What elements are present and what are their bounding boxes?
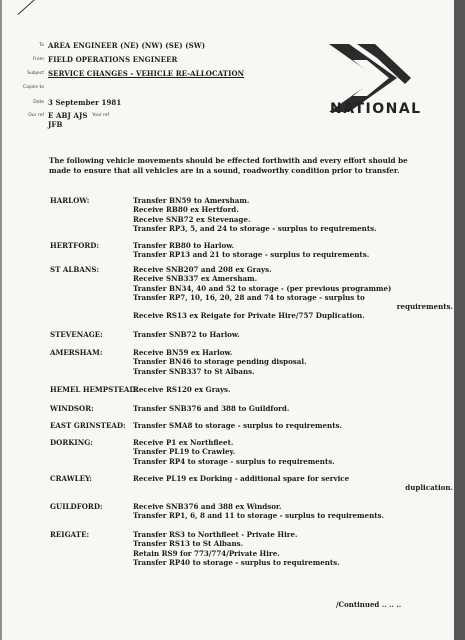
movement-line: Transfer BN34, 40 and 52 to storage - (per previous programme) [133,283,392,293]
your-ref-label: Your ref [92,113,110,118]
our-ref-initials: JFB [48,120,63,129]
movement-lines [133,348,433,376]
subject-label: Subject [27,71,44,76]
movement-lines [133,196,433,233]
movement-line: Receive PL19 ex Dorking - additional spare for service [133,474,350,483]
movement-line: Receive SNB207 and 208 ex Grays. [133,265,272,274]
movement-line: Transfer RP4 to storage - surplus to requirements. [133,456,335,466]
movement-line: Receive SNB376 and 388 ex Windsor. [133,502,282,511]
movement-line: duplication. [405,483,453,493]
brand-name: NATIONAL [330,101,422,117]
movement-lines [133,530,433,567]
subject-value: SERVICE CHANGES - VEHICLE RE-ALLOCATION [48,69,245,78]
movement-lines [133,330,433,339]
movement-line: requirements. [396,302,453,312]
movement-lines [133,265,453,321]
depot-name: HEMEL HEMPSTEAD: [50,385,139,394]
depot-name: CRAWLEY: [50,474,92,483]
movement-line: Transfer BN59 to Amersham. [133,196,250,205]
movement-line: Transfer SMA8 to storage - surplus to requirements. [133,421,342,430]
depot-name: HERTFORD: [50,241,100,250]
movement-line: Receive RS120 ex Grays. [133,385,231,394]
movement-line: Receive SNB337 ex Amersham. [133,274,258,284]
our-ref-label: Our ref [28,113,44,118]
date-label: Date [33,100,44,105]
depot-name: DORKING: [50,438,93,447]
depot-name: GUILDFORD: [50,502,103,511]
movement-lines [133,438,433,466]
movement-lines [133,421,433,430]
depot-name: STEVENAGE: [50,330,103,339]
movement-line: Retain RS9 for 773/774/Private Hire. [133,548,280,558]
movement-lines [133,502,433,521]
scan-edge [454,0,465,640]
date-value: 3 September 1981 [48,98,122,107]
movement-line: Transfer SNB376 and 388 to Guildford. [133,404,290,413]
movement-line: Transfer RP40 to storage - surplus to requirements. [133,557,340,567]
movement-line: Transfer RS3 to Northfleet - Private Hire. [133,530,298,539]
intro-paragraph: The following vehicle movements should be effected forthwith and every effort should be made to ensure that all vehicles are in a sound, roadworthy condition prior to transfer. [49,156,408,175]
copies-label: Copies to [22,85,44,90]
depot-name: AMERSHAM: [50,348,103,357]
movement-lines [133,474,453,493]
document-page [2,0,454,640]
movement-lines [133,385,433,394]
movement-line: Transfer SNB72 to Harlow. [133,330,240,339]
movement-line: Transfer RB80 to Harlow. [133,241,235,250]
to-value: AREA ENGINEER (NE) (NW) (SE) (SW) [48,41,206,50]
depot-name: REIGATE: [50,530,90,539]
movement-lines [133,404,433,413]
movement-line: Transfer RS13 to St Albans. [133,539,244,549]
movement-line: Receive SNB72 ex Stevenage. [133,214,251,224]
movement-line: Receive BN59 ex Harlow. [133,348,233,357]
our-ref-value: E ABJ AJS [48,111,88,120]
movement-line: Transfer PL19 to Crawley. [133,447,236,457]
movement-line: Transfer BN46 to storage pending disposal. [133,357,307,367]
depot-name: HARLOW: [50,196,90,205]
movement-line: Transfer RP3, 5, and 24 to storage - surplus to requirements. [133,223,377,233]
pen-mark [18,0,38,15]
depot-name: WINDSOR: [50,404,94,413]
depot-name: ST ALBANS: [50,265,100,274]
continued-note: /Continued .. .. .. [336,600,402,609]
movement-line: Receive P1 ex Northfleet. [133,438,234,447]
movement-line: Transfer SNB337 to St Albans. [133,366,255,376]
from-label: From [32,57,44,62]
movement-line: Transfer RP1, 6, 8 and 11 to storage - surplus to requirements. [133,511,384,521]
depot-name: EAST GRINSTEAD: [50,421,126,430]
to-label: To [39,43,44,48]
movement-line: Receive RB80 ex Hertford. [133,205,239,215]
movement-line: Transfer RP13 and 21 to storage - surplus to requirements. [133,250,370,260]
movement-lines [133,241,433,260]
movement-line: Receive RS13 ex Reigate for Private Hire/757 Duplication. [133,311,365,321]
movement-line: Transfer RP7, 10, 16, 20, 28 and 74 to storage - surplus to [133,292,365,302]
from-value: FIELD OPERATIONS ENGINEER [48,55,178,64]
